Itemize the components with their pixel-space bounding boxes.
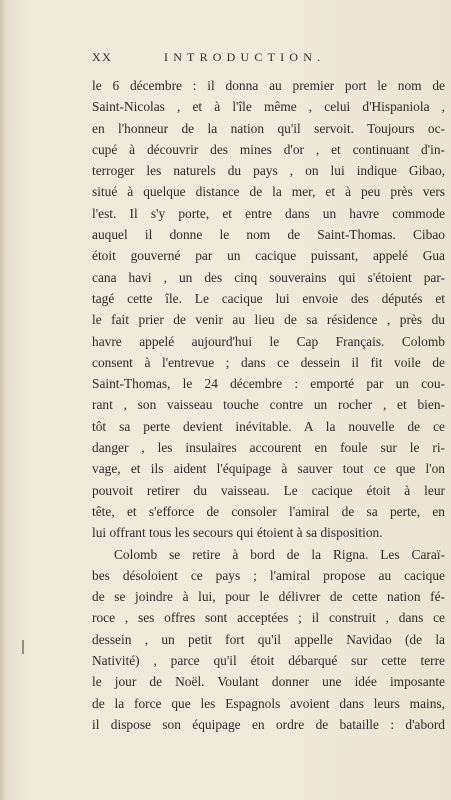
text-line: cupé à découvrir des mines d'or , et continuant d'in- <box>92 141 445 157</box>
text-line: en l'honneur de la nation qu'il servoit. Toujours oc- <box>92 120 445 136</box>
text-line: pouvoit retirer du vaisseau. Le cacique étoit à leur <box>92 482 445 498</box>
text-line: étoit gouverné par un cacique puissant, appelé Gua <box>92 248 445 264</box>
text-line: cana havi , un des cinq souverains qui s'étoient par- <box>92 269 445 285</box>
text-line: danger , les insulaires accourent en foule sur le ri- <box>92 440 445 456</box>
text-line: l'est. Il s'y porte, et entre dans un havre commode <box>92 205 445 221</box>
text-line: le 6 décembre : il donna au premier port le nom de <box>92 78 445 93</box>
text-line: auquel il donne le nom de Saint-Thomas. Cibao <box>92 227 445 243</box>
text-line: havre appelé aujourd'hui le Cap Français. Colomb <box>92 333 445 349</box>
page-gutter-shadow <box>0 0 6 800</box>
text-line: de se joindre à lui, pour le délivrer de cette nation fé- <box>92 589 445 605</box>
text-line: Nativité) , parce qu'il étoit débarqué sur cette terre <box>92 653 445 669</box>
text-line: Saint-Nicolas , et à l'île même , celui d'Hispaniola , <box>92 99 445 115</box>
text-line: il dispose son équipage en ordre de bataille : d'abord <box>92 716 445 732</box>
text-line: consent à l'entrevue ; dans ce dessein il fit voile de <box>92 354 445 370</box>
text-line: de la force que les Espagnols avoient dans leurs mains, <box>92 695 445 711</box>
margin-mark <box>22 640 24 654</box>
body-text <box>92 75 445 735</box>
text-line: lui offrant tous les secours qui étoient à sa disposition. <box>92 525 383 541</box>
text-line: Saint-Thomas, le 24 décembre : emporté par un cou- <box>92 376 445 392</box>
text-line: le jour de Noël. Voulant donner une idée imposante <box>92 674 445 690</box>
running-title: INTRODUCTION. <box>164 50 326 64</box>
text-line: rant , son vaisseau touche contre un rocher , et bien- <box>92 397 445 413</box>
page-number: XX <box>92 50 113 64</box>
text-line: tagé cette île. Le cacique lui envoie des députés et <box>92 290 445 306</box>
text-line: le fait prier de venir au lieu de sa résidence , près du <box>92 312 445 328</box>
text-line: situé à quelque distance de la mer, et à peu près vers <box>92 184 445 200</box>
text-line: dessein , un petit fort qu'il appelle Navidao (de la <box>92 631 445 647</box>
text-line: tôt sa perte devient inévitable. A la nouvelle de ce <box>92 418 445 434</box>
text-line: Colomb se retire à bord de la Rigna. Les Caraï- <box>114 546 445 562</box>
text-line: roce , ses offres sont acceptées ; il construit , dans ce <box>92 610 445 626</box>
text-line: bes désoloient ce pays ; l'amiral propose au cacique <box>92 567 445 583</box>
text-line: tête, et s'efforce de consoler l'amiral de sa perte, en <box>92 503 445 519</box>
text-line: vage, et ils aident l'équipage à sauver tout ce que l'on <box>92 461 445 477</box>
page-header <box>92 50 359 66</box>
text-line: terroger les naturels du pays , on lui indique Gibao, <box>92 163 445 179</box>
